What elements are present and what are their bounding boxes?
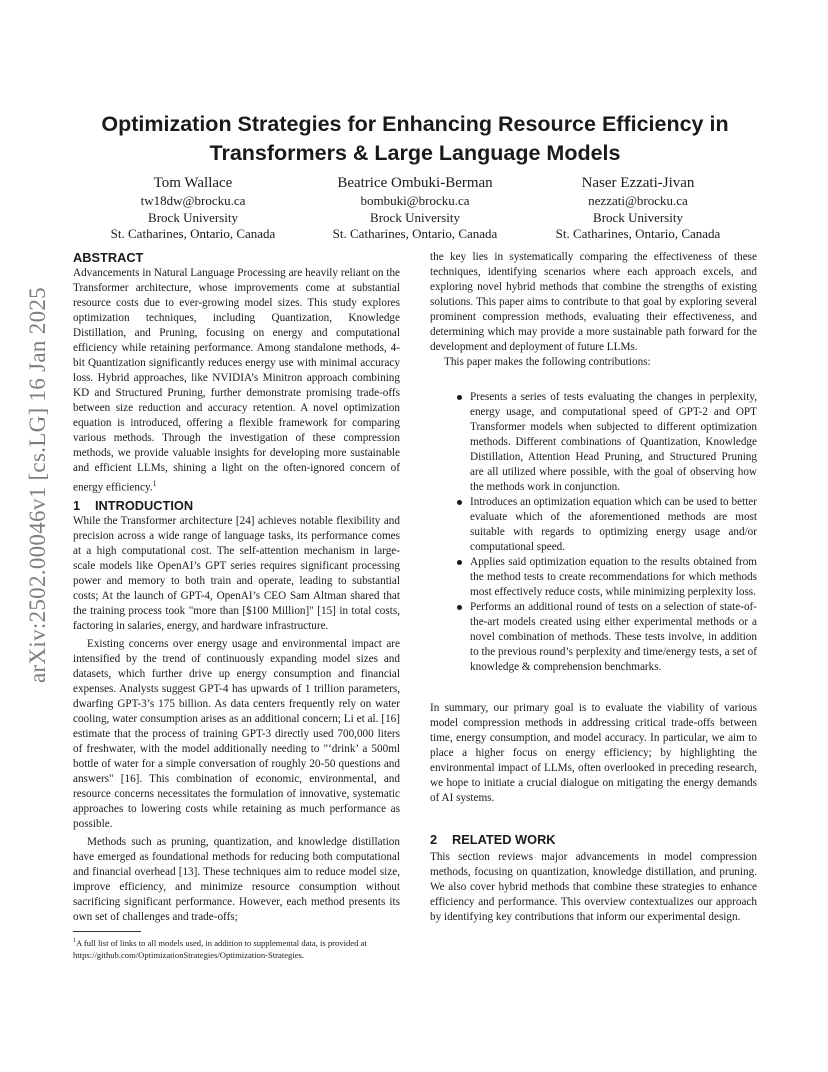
right-column — [430, 250, 757, 925]
intro-paragraph-2: Existing concerns over energy usage and environmental impact are intensified by the trend of continuously expanding model sizes and datasets, which further drive up energy consumption and financial expenses. Analysts suggest GPT-4 has upwards of 1 trillion parameters, dwarfing GPT-3’s 175 billion. As data centers frequently rely on water cooling, water consumption arises as an additional concern; Li et al. [16] estimate that the process of training GPT-3 directly used 700,000 liters of freshwater, with the model additionally needing to "‘drink’ a 500ml bottle of water for a simple conversation of roughly 20-50 questions and answers" [16]. This combination of economic, environmental, and resource concerns necessitates the formulation of innovative, systematic approaches to lowering costs while retaining as much performance as possible. — [73, 637, 400, 830]
footnote: $^1$A full list of links to all models used, in addition to supplemental data, is provided at https://github.com/OptimizationStrategies/Optimization-Strategies. — [73, 937, 367, 960]
section-1-heading — [73, 498, 400, 514]
bullet-icon — [457, 605, 462, 610]
section-number: 1 — [73, 497, 81, 513]
intro-paragraph-3: Methods such as pruning, quantization, and knowledge distillation have emerged as foundational methods for reducing both computational and financial overhead [13]. These techniques aim to reduce model size, improve efficiency, and minimize resource consumption without sacrificing significant performance. However, each method presents its own set of challenges and trade-offs; — [73, 835, 400, 923]
author-affiliation: Brock University — [148, 209, 238, 225]
section-title: RELATED WORK — [452, 832, 556, 847]
list-item: Applies said optimization equation to the results obtained from the method tests to create recommendations for which methods most effectively reduce costs, while minimizing perplexity loss. — [430, 555, 757, 600]
author-name: Naser Ezzati-Jivan — [581, 175, 695, 191]
footnote-number: 1 — [73, 937, 76, 944]
list-item: Performs an additional round of tests on a selection of state-of-the-art models created using either experimental methods or a novel combination of methods. These tests involve, in addition to the previous round’s perplexity and time/energy tests, a set of knowledge & comprehension benchmarks. — [430, 600, 757, 675]
author-name: Beatrice Ombuki-Berman — [337, 175, 493, 191]
abstract-heading: ABSTRACT — [73, 250, 144, 265]
section-title: INTRODUCTION — [95, 497, 194, 513]
author-email: nezzati@brocku.ca — [588, 193, 688, 208]
list-item: Presents a series of tests evaluating the changes in perplexity, energy usage, and computational speed of GPT-2 and OPT Transformer models when subjected to different optimization methods. Different combinations of Quantization, Knowledge Distillation, Attention Head Pruning, and Structured Pruning are all utilized where possible, with the goal of observing how the methods work in conjunction. — [430, 390, 757, 495]
author-location: St. Catharines, Ontario, Canada — [332, 226, 498, 241]
author-affiliation: Brock University — [593, 209, 683, 225]
paper-title: Optimization Strategies for Enhancing Resource Efficiency in Transformers & Large Language Models — [101, 112, 729, 165]
author-1 — [78, 174, 308, 243]
author-email: bombuki@brocku.ca — [360, 193, 470, 208]
footnote-mark: 1 — [152, 479, 157, 488]
author-email: tw18dw@brocku.ca — [140, 193, 246, 208]
section-2-heading — [430, 832, 757, 848]
bullet-icon — [457, 395, 462, 400]
abstract-text: Advancements in Natural Language Processing are heavily reliant on the Transformer architecture, whose improvements come at substantial resource costs due to ever-growing model sizes. This study explores optimization techniques, including Quantization, Knowledge Distillation, and Pruning, focusing on energy and computational efficiency while retaining performance. Among standalone methods, 4-bit Quantization significantly reduces energy use with minimal accuracy loss. Hybrid approaches, like NVIDIA’s Minitron approach combining KD and Structured Pruning, further demonstrate promising trade-offs between size reduction and accuracy retention. A novel optimization equation is introduced, offering a flexible framework for comparing various methods. Through the investigation of these compression methods, we provide valuable insights for developing more sustainable and efficient LLMs, shining a light on the often-ignored concern of energy efficiency.$^1$ — [73, 267, 400, 494]
contributions-intro: This paper makes the following contributions: — [444, 356, 651, 368]
author-3 — [523, 174, 753, 243]
footnote-rule — [73, 931, 141, 932]
summary-paragraph: In summary, our primary goal is to evaluate the viability of various model compression methods in addressing critical trade-offs between time, energy consumption, and model accuracy. In particular, we aim to place a higher focus on energy efficiency; by highlighting the environmental impact of LLMs, often overlooked in preceding research, we hope to initiate a crucial dialogue on mitigating the energy demands of AI systems. — [430, 702, 757, 804]
author-affiliation: Brock University — [370, 209, 460, 225]
arxiv-identifier-text: arXiv:2502.00046v1 [cs.LG] 16 Jan 2025 — [25, 287, 50, 683]
author-location: St. Catharines, Ontario, Canada — [555, 226, 721, 241]
author-name: Tom Wallace — [153, 175, 233, 191]
author-location: St. Catharines, Ontario, Canada — [110, 226, 276, 241]
related-work-paragraph: This section reviews major advancements in model compression methods, focusing on quantization, knowledge distillation, and pruning. We also cover hybrid methods that combine these strategies to enhance efficiency and performance. This overview contextualizes our approach by identifying key contributions that inform our experimental design. — [430, 851, 757, 923]
intro-paragraph-continued: the key lies in systematically comparing the effectiveness of these techniques, identifying scenarios where each approach excels, and exploring novel hybrid methods that combine the strengths of existing solutions. This paper aims to contribute to that goal by exploring several prominent compression methods, evaluating their effectiveness, and determining which may provide a more sustainable path forward for the development and deployment of future LLMs. — [430, 251, 757, 353]
section-number: 2 — [430, 832, 438, 847]
bullet-icon — [457, 500, 462, 505]
list-item: Introduces an optimization equation which can be used to better evaluate which of the aforementioned methods are most suitable with regards to optimizing energy usage and/or computational speed. — [430, 495, 757, 555]
contributions-list — [430, 390, 757, 675]
bullet-icon — [457, 560, 462, 565]
left-column — [73, 250, 400, 961]
author-2 — [300, 174, 530, 243]
intro-paragraph-1: While the Transformer architecture [24] achieves notable flexibility and precision across a wide range of language tasks, its performance comes at a high computational cost. The self-attention mechanism in large-scale models like OpenAI’s GPT series requires significant processing power and memory to both train and operate, leading to substantial costs; At the launch of GPT-4, OpenAI’s CEO Sam Altman shared that the training process took "more than [$100 Million]" [15] in total costs, factoring in salaries, energy, and hardware infrastructure. — [73, 514, 400, 632]
arxiv-identifier-stamp — [20, 287, 56, 683]
